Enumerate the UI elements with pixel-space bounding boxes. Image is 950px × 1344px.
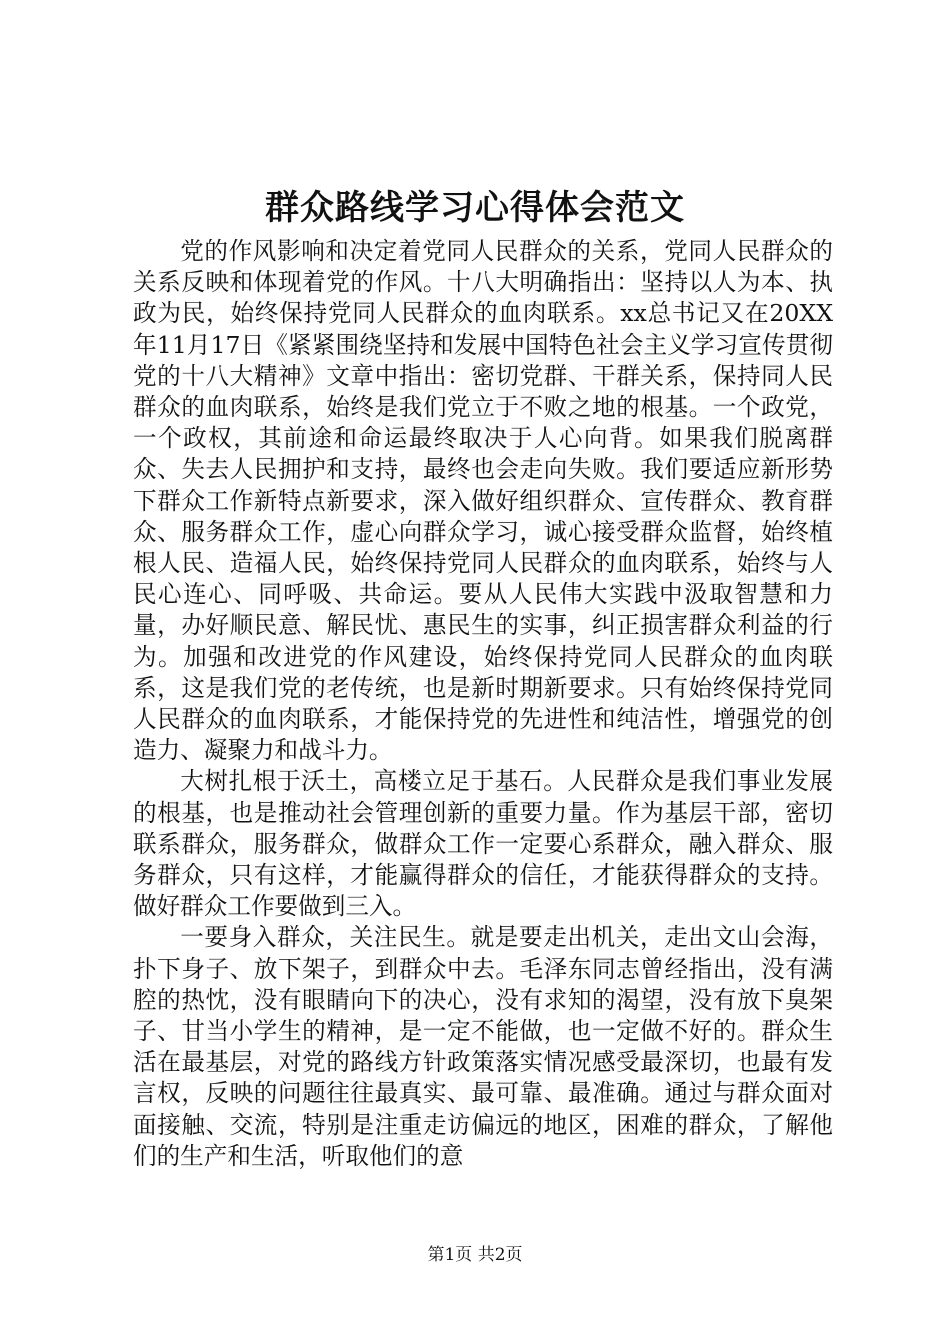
paragraph-2: 大树扎根于沃土，高楼立足于基石。人民群众是我们事业发展的根基，也是推动社会管理创新的重要力量。作为基层干部，密切联系群众，服务群众，做群众工作一定要心系群众，融入群众、服务群众，只有这样，才能赢得群众的信任，才能获得群众的支持。做好群众工作要做到三入。 [133,767,833,921]
document-title: 群众路线学习心得体会范文 [265,188,685,228]
paragraph-1: 党的作风影响和决定着党同人民群众的关系，党同人民群众的关系反映和体现着党的作风。十八大明确指出：坚持以人为本、执政为民，始终保持党同人民群众的血肉联系。xx总书记又在20XX年11月17日《紧紧围绕坚持和发展中国特色社会主义学习宣传贯彻党的十八大精神》文章中指出：密切党群、干群关系，保持同人民群众的血肉联系，始终是我们党立于不败之地的根基。一个政党，一个政权，其前途和命运最终取决于人心向背。如果我们脱离群众、失去人民拥护和支持，最终也会走向失败。我们要适应新形势下群众工作新特点新要求，深入做好组织群众、宣传群众、教育群众、服务群众工作，虚心向群众学习，诚心接受群众监督，始终植根人民、造福人民，始终保持党同人民群众的血肉联系，始终与人民心连心、同呼吸、共命运。要从人民伟大实践中汲取智慧和力量，办好顺民意、解民忧、惠民生的实事，纠正损害群众利益的行为。加强和改进党的作风建设，始终保持党同人民群众的血肉联系，这是我们党的老传统，也是新时期新要求。只有始终保持党同人民群众的血肉联系，才能保持党的先进性和纯洁性，增强党的创造力、凝聚力和战斗力。 [133,237,833,765]
paragraph-3: 一要身入群众，关注民生。就是要走出机关，走出文山会海，扑下身子、放下架子，到群众中去。毛泽东同志曾经指出，没有满腔的热忱，没有眼睛向下的决心，没有求知的渴望，没有放下臭架子、甘当小学生的精神，是一定不能做，也一定做不好的。群众生活在最基层，对党的路线方针政策落实情况感受最深切，也最有发言权，反映的问题往往最真实、最可靠、最准确。通过与群众面对面接触、交流，特别是注重走访偏远的地区，困难的群众，了解他们的生产和生活，听取他们的意 [133,923,833,1170]
document-body [133,236,833,1172]
page-number-footer: 第1页 共2页 [427,1245,523,1265]
